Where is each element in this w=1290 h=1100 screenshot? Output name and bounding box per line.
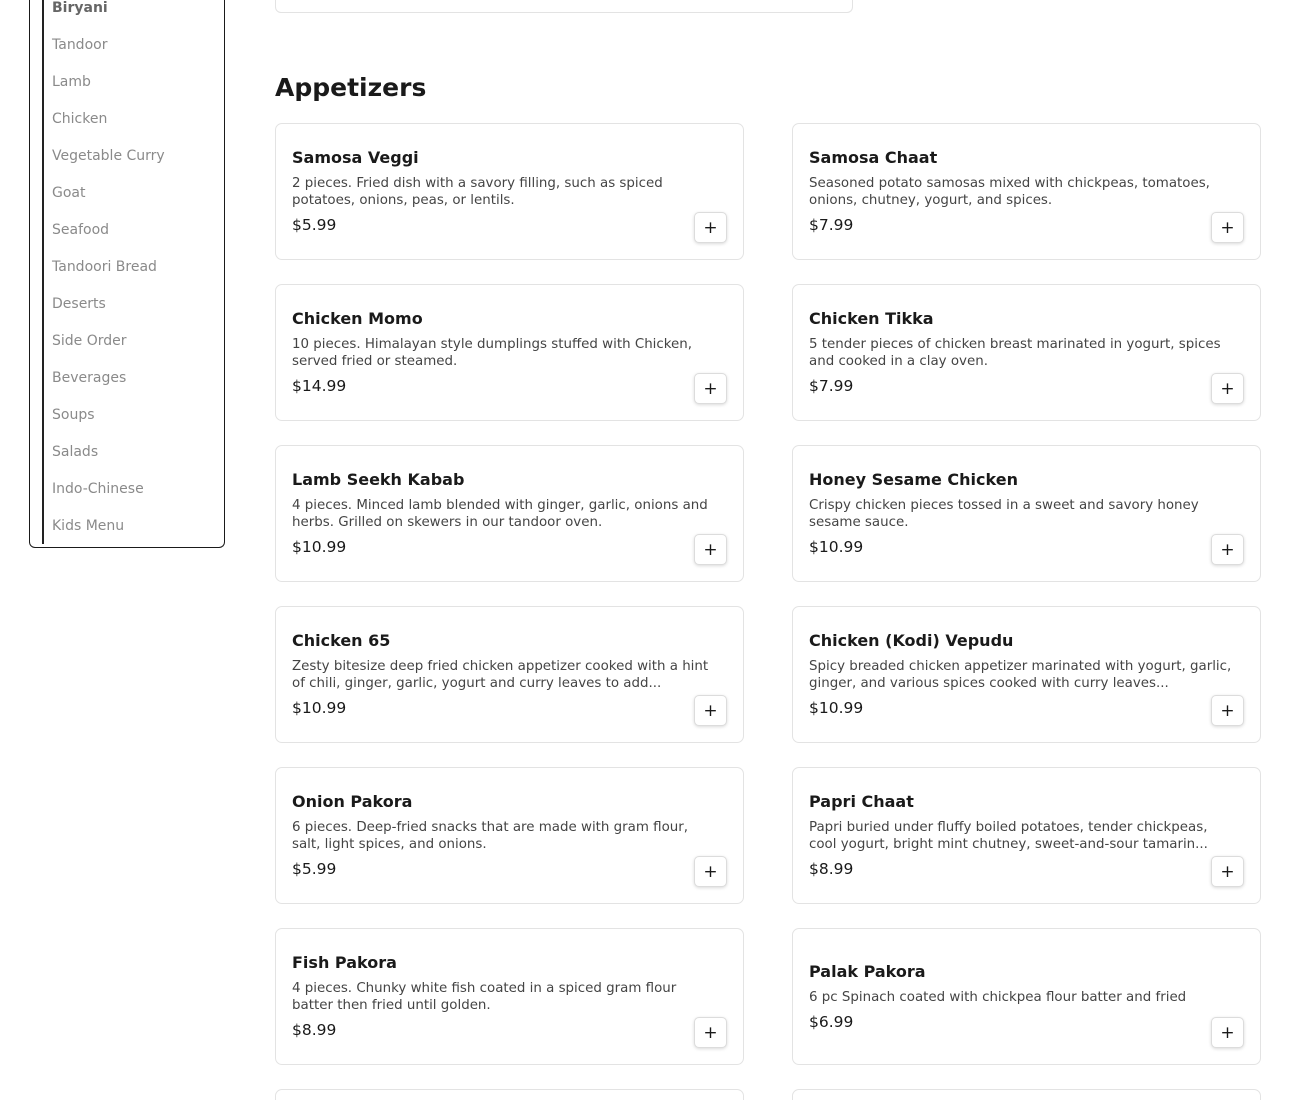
menu-item-card[interactable] (275, 284, 744, 421)
menu-item-description: 4 pieces. Minced lamb blended with ginger, garlic, onions and herbs. Grilled on skewers in our tandoor oven. (292, 498, 708, 530)
menu-item-description: 10 pieces. Himalayan style dumplings stuffed with Chicken, served fried or steamed. (292, 337, 693, 369)
menu-item-card-partial[interactable] (275, 1089, 744, 1100)
menu-item-price: $5.99 (292, 216, 337, 234)
sidebar-item-lamb[interactable]: Lamb (52, 74, 91, 90)
menu-item-price: $14.99 (292, 377, 347, 395)
menu-item-description: 5 tender pieces of chicken breast marinated in yogurt, spices and cooked in a clay oven. (809, 337, 1221, 369)
menu-item-card[interactable] (275, 606, 744, 743)
menu-item-card[interactable] (275, 445, 744, 582)
menu-item-price: $8.99 (809, 860, 854, 878)
sidebar-item-seafood[interactable]: Seafood (52, 222, 110, 238)
sidebar-item-goat[interactable]: Goat (52, 185, 86, 201)
sidebar-item-soups[interactable]: Soups (52, 407, 95, 423)
menu-item-name: Chicken Momo (292, 309, 423, 328)
menu-item-name: Samosa Veggi (292, 148, 419, 167)
menu-item-card-partial[interactable] (792, 1089, 1261, 1100)
sidebar-item-tandoori-bread[interactable]: Tandoori Bread (52, 259, 157, 275)
menu-item-name: Chicken (Kodi) Vepudu (809, 631, 1014, 650)
menu-item-name: Palak Pakora (809, 962, 926, 981)
menu-item-price: $8.99 (292, 1021, 337, 1039)
menu-item-description: Crispy chicken pieces tossed in a sweet and savory honey sesame sauce. (809, 498, 1199, 530)
menu-item-name: Fish Pakora (292, 953, 397, 972)
menu-item-card[interactable] (275, 123, 744, 260)
menu-item-description: 2 pieces. Fried dish with a savory filling, such as spiced potatoes, onions, peas, or lentils. (292, 176, 663, 208)
menu-item-price: $10.99 (292, 699, 347, 717)
sidebar-item-indo-chinese[interactable]: Indo-Chinese (52, 481, 144, 497)
menu-item-card[interactable] (792, 123, 1261, 260)
menu-item-description: Seasoned potato samosas mixed with chickpeas, tomatoes, onions, chutney, yogurt, and spices. (809, 176, 1210, 208)
menu-item-name: Chicken Tikka (809, 309, 934, 328)
menu-item-card[interactable] (792, 445, 1261, 582)
sidebar-item-chicken[interactable]: Chicken (52, 111, 108, 127)
add-to-cart-button[interactable]: + (1211, 212, 1244, 243)
menu-item-card[interactable] (792, 928, 1261, 1065)
sidebar-item-kids-menu[interactable]: Kids Menu (52, 518, 125, 534)
menu-item-price: $7.99 (809, 216, 854, 234)
sidebar-item-salads[interactable]: Salads (52, 444, 99, 460)
sidebar-item-biryani[interactable]: Biryani (52, 0, 108, 16)
add-to-cart-button[interactable]: + (694, 695, 727, 726)
menu-item-name: Papri Chaat (809, 792, 914, 811)
menu-item-card[interactable] (275, 767, 744, 904)
sidebar-rail (42, 0, 44, 544)
add-to-cart-button[interactable]: + (1211, 373, 1244, 404)
category-list (52, 0, 165, 545)
sidebar-item-beverages[interactable]: Beverages (52, 370, 127, 386)
menu-item-price: $5.99 (292, 860, 337, 878)
add-to-cart-button[interactable]: + (694, 212, 727, 243)
menu-item-name: Samosa Chaat (809, 148, 938, 167)
menu-item-card[interactable] (275, 928, 744, 1065)
category-sidebar (29, 0, 225, 548)
menu-item-description: 6 pc Spinach coated with chickpea flour batter and fried (809, 990, 1187, 1005)
sidebar-item-deserts[interactable]: Deserts (52, 296, 106, 312)
add-to-cart-button[interactable]: + (694, 534, 727, 565)
add-to-cart-button[interactable]: + (1211, 534, 1244, 565)
menu-item-price: $6.99 (809, 1013, 854, 1031)
menu-item-price: $7.99 (809, 377, 854, 395)
menu-item-card[interactable] (792, 767, 1261, 904)
menu-item-price: $10.99 (809, 699, 864, 717)
add-to-cart-button[interactable]: + (694, 1017, 727, 1048)
add-to-cart-button[interactable]: + (1211, 1017, 1244, 1048)
menu-item-name: Onion Pakora (292, 792, 413, 811)
menu-item-description: Zesty bitesize deep fried chicken appetizer cooked with a hint of chili, ginger, garlic, yogurt and curry leaves to add... (292, 659, 709, 691)
menu-item-card[interactable] (792, 284, 1261, 421)
menu-grid (275, 123, 1261, 1065)
add-to-cart-button[interactable]: + (1211, 695, 1244, 726)
add-to-cart-button[interactable]: + (694, 373, 727, 404)
menu-item-description: Papri buried under fluffy boiled potatoes, tender chickpeas, cool yogurt, bright mint chutney, sweet-and-sour tamarin... (809, 820, 1208, 852)
sidebar-item-tandoor[interactable]: Tandoor (52, 37, 108, 53)
section-title: Appetizers (275, 73, 427, 102)
menu-item-name: Chicken 65 (292, 631, 391, 650)
menu-item-name: Honey Sesame Chicken (809, 470, 1018, 489)
sidebar-item-side-order[interactable]: Side Order (52, 333, 127, 349)
menu-item-price: $10.99 (809, 538, 864, 556)
menu-item-description: Spicy breaded chicken appetizer marinated with yogurt, garlic, ginger, and various spices cooked with curry leaves... (809, 659, 1232, 691)
menu-item-description: 6 pieces. Deep-fried snacks that are made with gram flour, salt, light spices, and onions. (292, 820, 689, 852)
menu-item-name: Lamb Seekh Kabab (292, 470, 465, 489)
menu-item-card[interactable] (792, 606, 1261, 743)
previous-card-edge (275, 0, 853, 13)
add-to-cart-button[interactable]: + (694, 856, 727, 887)
menu-item-price: $10.99 (292, 538, 347, 556)
menu-item-description: 4 pieces. Chunky white fish coated in a spiced gram flour batter then fried until golden. (292, 981, 677, 1013)
sidebar-item-vegetable-curry[interactable]: Vegetable Curry (52, 148, 165, 164)
add-to-cart-button[interactable]: + (1211, 856, 1244, 887)
